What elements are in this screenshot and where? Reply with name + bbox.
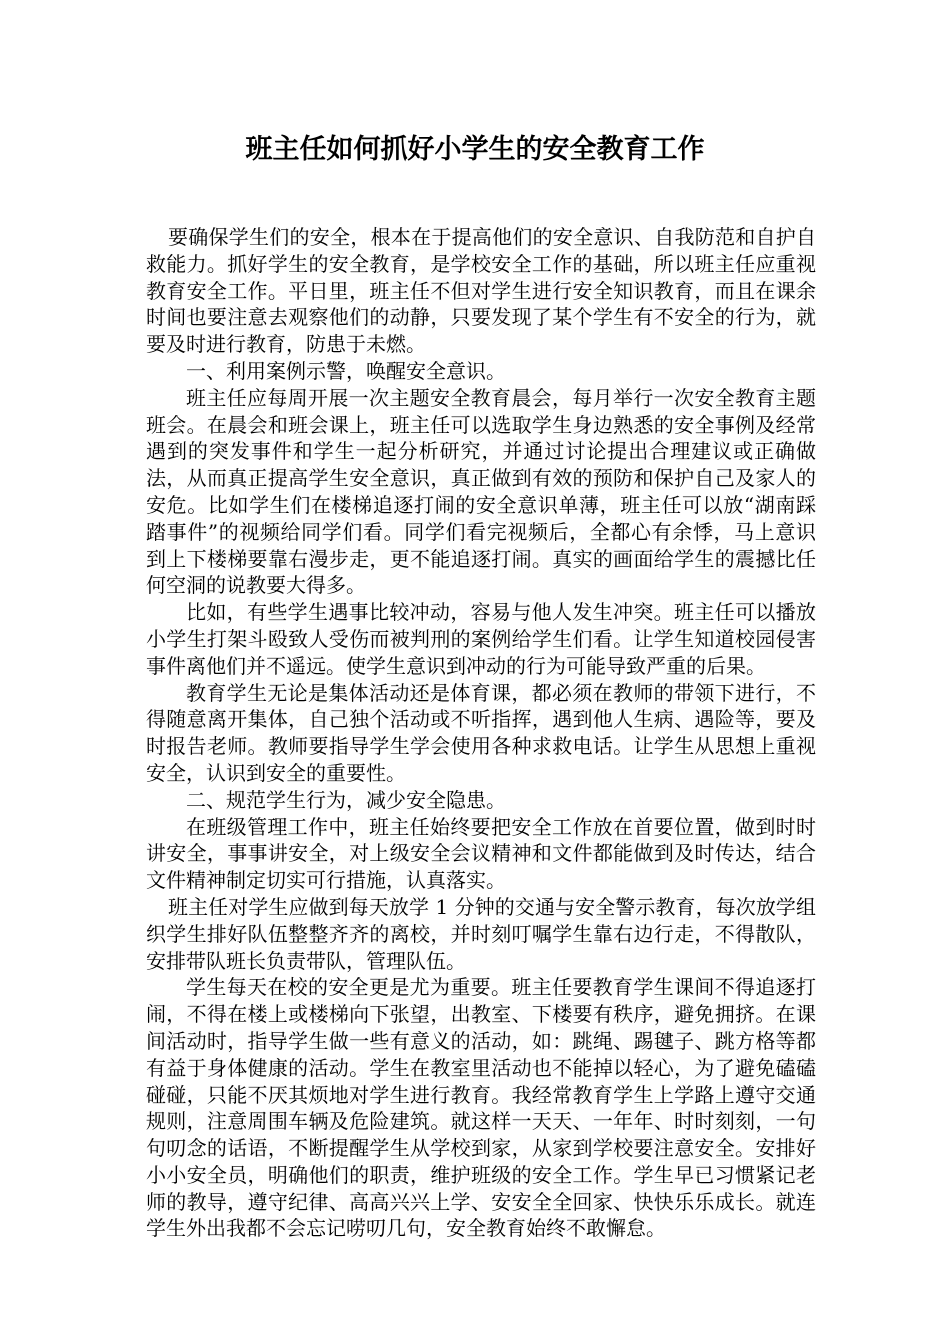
section-heading-1: 一、利用案例示警，唤醒安全意识。 [186, 358, 506, 383]
paragraph: 教育学生无论是集体活动还是体育课，都必须在教师的带领下进行，不得随意离开集体，自己独个活动或不听指挥，遇到他人生病、遇险等，要及时报告老师。教师要指导学生学会使用各种求救电话。让学生从思想上重视安全，认识到安全的重要性。 [146, 680, 816, 785]
paragraph-intro: 要确保学生们的安全，根本在于提高他们的安全意识、自我防范和自护自救能力。抓好学生的安全教育，是学校安全工作的基础，所以班主任应重视教育安全工作。平日里，班主任不但对学生进行安全知识教育，而且在课余时间也要注意去观察他们的动静，只要发现了某个学生有不安全的行为，就要及时进行教育，防患于未燃。 [146, 225, 816, 357]
paragraph: 班主任对学生应做到每天放学 1 分钟的交通与安全警示教育，每次放学组织学生排好队伍整整齐齐的离校，并时刻叮嘱学生靠右边行走，不得散队，安排带队班长负责带队，管理队伍。 [146, 894, 816, 973]
document-title: 班主任如何抓好小学生的安全教育工作 [245, 134, 705, 165]
paragraph: 比如，有些学生遇事比较冲动，容易与他人发生冲突。班主任可以播放小学生打架斗殴致人受伤而被判刑的案例给学生们看。让学生知道校园侵害事件离他们并不遥远。使学生意识到冲动的行为可能导致严重的后果。 [146, 600, 816, 678]
paragraph: 班主任应每周开展一次主题安全教育晨会，每月举行一次安全教育主题班会。在晨会和班会课上，班主任可以选取学生身边熟悉的安全事例及经常遇到的突发事件和学生一起分析研究，并通过讨论提出合理建议或正确做法，从而真正提高学生安全意识，真正做到有效的预防和保护自己及家人的安危。比如学生们在楼梯追逐打闹的安全意识单薄，班主任可以放“湖南踩踏事件”的视频给同学们看。同学们看完视频后，全都心有余悸，马上意识到上下楼梯要靠右漫步走，更不能追逐打闹。真实的画面给学生的震撼比任何空洞的说教要大得多。 [146, 385, 816, 598]
section-heading-2: 二、规范学生行为，减少安全隐患。 [186, 787, 506, 812]
paragraph: 在班级管理工作中，班主任始终要把安全工作放在首要位置，做到时时讲安全，事事讲安全，对上级安全会议精神和文件都能做到及时传达，结合文件精神制定切实可行措施，认真落实。 [146, 814, 816, 893]
paragraph: 学生每天在校的安全更是尤为重要。班主任要教育学生课间不得追逐打闹，不得在楼上或楼梯向下张望，出教室、下楼要有秩序，避免拥挤。在课间活动时，指导学生做一些有意义的活动，如：跳绳、踢毽子、跳方格等都有益于身体健康的活动。学生在教室里活动也不能掉以轻心，为了避免磕磕碰碰，只能不厌其烦地对学生进行教育。我经常教育学生上学路上遵守交通规则，注意周围车辆及危险建筑。就这样一天天、一年年、时时刻刻，一句句叨念的话语，不断提醒学生从学校到家，从家到学校要注意安全。安排好小小安全员，明确他们的职责，维护班级的安全工作。学生早已习惯紧记老师的教导，遵守纪律、高高兴兴上学、安安全全回家、快快乐乐成长。就连学生外出我都不会忘记唠叨几句，安全教育始终不敢懈怠。 [146, 975, 816, 1241]
document-body [146, 224, 816, 1242]
